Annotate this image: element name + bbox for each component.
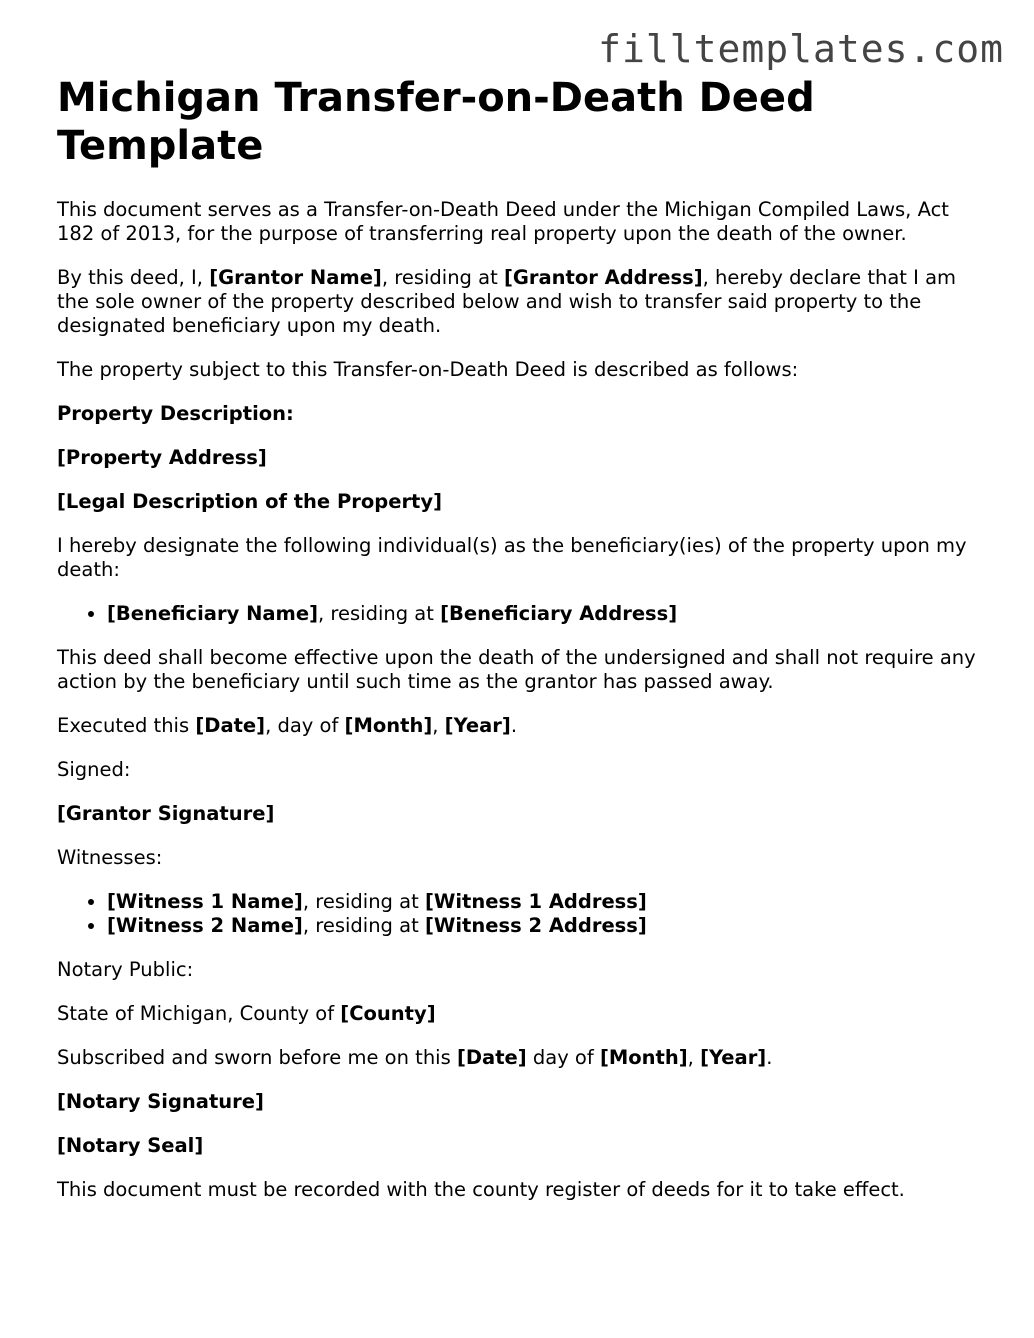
notary-seal-placeholder: [Notary Seal] (57, 1134, 204, 1157)
notary-label: Notary Public: (57, 958, 194, 981)
grantor-signature-placeholder: [Grantor Signature] (57, 802, 275, 825)
beneficiary-name-placeholder: [Beneficiary Name] (107, 602, 319, 625)
property-heading: Property Description: (57, 402, 294, 425)
witness-list (57, 890, 977, 938)
witness-name-placeholder: [Witness 1 Name] (107, 890, 303, 913)
witness-name-placeholder: [Witness 2 Name] (107, 914, 303, 937)
intro-paragraph: This document serves as a Transfer-on-Death Deed under the Michigan Compiled Laws, Act 182 of 2013, for the purpose of transferring real property upon the death of the owner. (57, 198, 949, 245)
county-placeholder: [County] (340, 1002, 436, 1025)
executed-line: Executed this [Date], day of [Month], [Year]. (57, 714, 518, 737)
date-placeholder: [Date] (195, 714, 266, 737)
document-body (57, 74, 977, 1222)
witnesses-label: Witnesses: (57, 846, 163, 869)
property-address-placeholder: [Property Address] (57, 446, 267, 469)
year-placeholder: [Year] (444, 714, 511, 737)
effective-paragraph: This deed shall become effective upon the death of the undersigned and shall not require any action by the beneficiary until such time as the grantor has passed away. (57, 646, 976, 693)
date-placeholder: [Date] (456, 1046, 527, 1069)
witness-address-placeholder: [Witness 1 Address] (424, 890, 647, 913)
page-title: Michigan Transfer-on-Death Deed Template (57, 75, 815, 169)
signed-label: Signed: (57, 758, 131, 781)
notary-signature-placeholder: [Notary Signature] (57, 1090, 264, 1113)
legal-description-placeholder: [Legal Description of the Property] (57, 490, 443, 513)
list-item: • [Witness 2 Name], residing at [Witness 2 Address] (107, 914, 977, 938)
state-county-line: State of Michigan, County of [County] (57, 1002, 436, 1025)
recording-paragraph: This document must be recorded with the county register of deeds for it to take effect. (57, 1178, 905, 1201)
witness-address-placeholder: [Witness 2 Address] (424, 914, 647, 937)
beneficiary-list (57, 602, 977, 626)
list-item: • [Beneficiary Name], residing at [Beneficiary Address] (107, 602, 977, 626)
beneficiary-intro: I hereby designate the following individual(s) as the beneficiary(ies) of the property upon my death: (57, 534, 967, 581)
property-intro: The property subject to this Transfer-on-Death Deed is described as follows: (57, 358, 799, 381)
subscribed-line: Subscribed and sworn before me on this [Date] day of [Month], [Year]. (57, 1046, 773, 1069)
beneficiary-address-placeholder: [Beneficiary Address] (440, 602, 678, 625)
site-watermark: filltemplates.com (598, 27, 1004, 71)
grantor-name-placeholder: [Grantor Name] (209, 266, 382, 289)
year-placeholder: [Year] (700, 1046, 767, 1069)
list-item: • [Witness 1 Name], residing at [Witness 1 Address] (107, 890, 977, 914)
month-placeholder: [Month] (344, 714, 433, 737)
month-placeholder: [Month] (599, 1046, 688, 1069)
grantor-address-placeholder: [Grantor Address] (503, 266, 703, 289)
declaration-paragraph: By this deed, I, [Grantor Name], residing at [Grantor Address], hereby declare that I am the sole owner of the property described below and wish to transfer said property to the designated beneficiary upon my death. (57, 266, 957, 337)
